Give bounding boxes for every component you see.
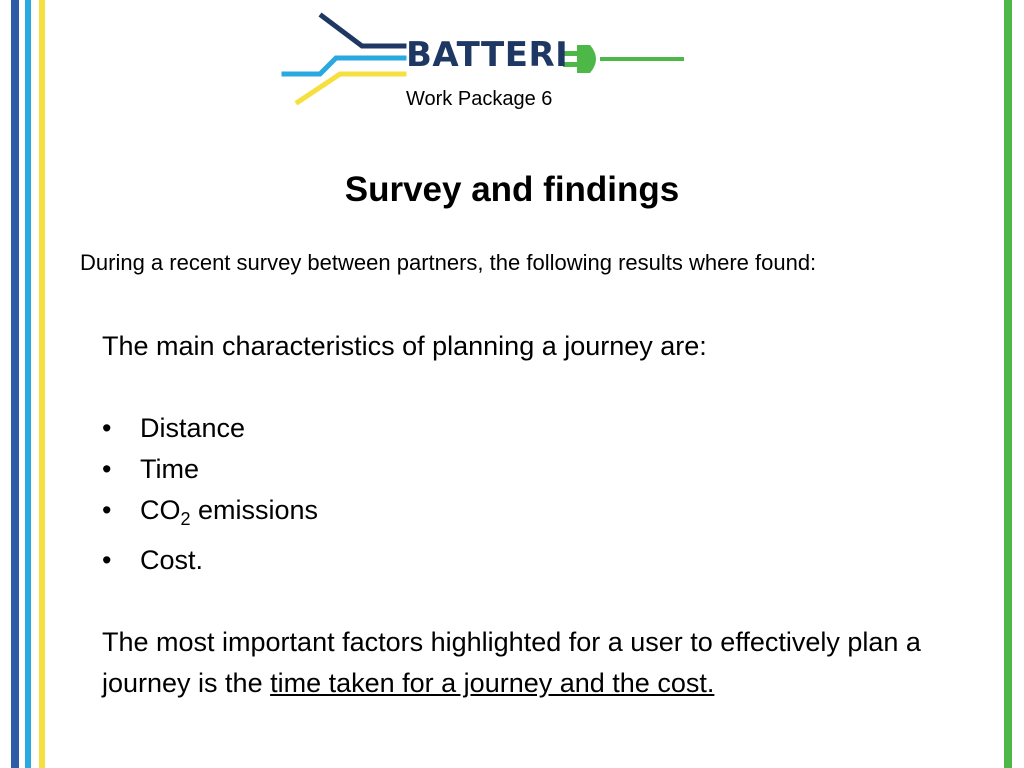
left-stripe-dark-blue	[11, 0, 19, 768]
left-stripe-yellow	[39, 0, 45, 768]
co2-prefix: CO	[140, 495, 181, 525]
conclusion-plain: The most important factors highlighted for a user to effectively plan a journey is the	[102, 627, 929, 698]
lead-text: The main characteristics of planning a journey are:	[102, 331, 707, 361]
list-item-time: • Time	[102, 449, 982, 490]
left-stripe-light-blue	[25, 0, 31, 768]
body-content	[102, 326, 982, 704]
co2-subscript: 2	[180, 509, 191, 529]
right-stripe-green	[1004, 0, 1012, 768]
characteristics-list	[102, 408, 982, 581]
logo-subtitle: Work Package 6	[406, 88, 553, 110]
logo-wordmark: BATTERI	[406, 35, 569, 75]
list-item-distance: • Distance	[102, 408, 982, 449]
conclusion-underlined: time taken for a journey and the cost.	[270, 668, 715, 698]
conclusion-text	[102, 622, 982, 704]
logo-lines-graphic	[284, 16, 404, 102]
plug-icon	[563, 45, 684, 73]
intro-text: During a recent survey between partners, the following results where found:	[80, 250, 817, 275]
slide-title: Survey and findings	[344, 170, 680, 209]
co2-suffix: emissions	[190, 495, 319, 525]
list-item-co2	[102, 490, 982, 540]
list-item-cost: • Cost.	[102, 540, 982, 581]
